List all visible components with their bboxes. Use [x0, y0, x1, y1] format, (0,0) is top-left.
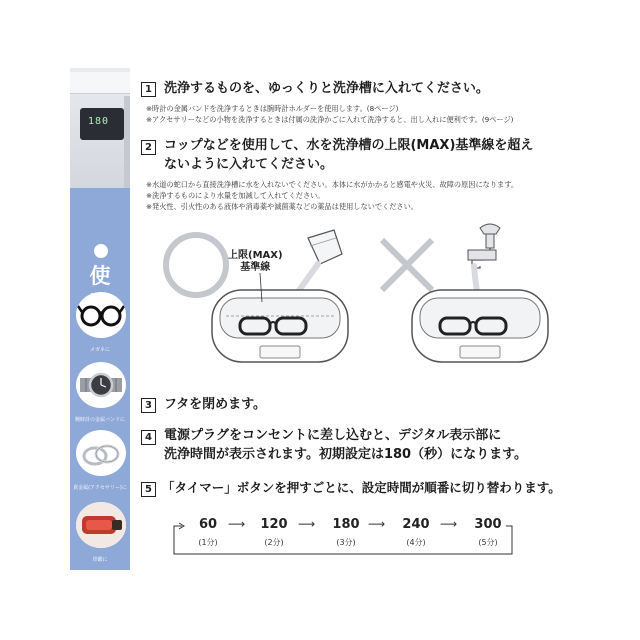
max-line-label-line-1: 上限(MAX) [228, 250, 283, 261]
thumb-caption-glasses: メガネに [89, 347, 110, 353]
timer-minutes-3: (3分) [336, 538, 356, 547]
arrow-right-icon: ⟶ [368, 517, 386, 531]
sidebar [70, 68, 130, 570]
device-lid [70, 72, 130, 94]
filling-illustration [150, 220, 570, 380]
thumb-caption-seal: 印鑑に [92, 557, 108, 563]
step-1-note-1: ※時計の金属バンドを洗浄するときは腕時計ホルダーを使用します。(8ページ) [146, 104, 399, 113]
timer-value-120: 120 [260, 517, 288, 532]
timer-value-240: 240 [402, 517, 430, 532]
thumb-caption-rings: 貴金属(アクセサリー)に [73, 485, 127, 491]
step-number-1: 1 [141, 82, 156, 97]
correct-circle-icon [166, 235, 226, 295]
step-4-text-line-1: 電源プラグをコンセントに差し込むと、デジタル表示部に [164, 428, 502, 443]
max-line-label-line-2: 基準線 [240, 262, 271, 273]
faucet-icon [468, 224, 500, 268]
timer-minutes-4: (4分) [406, 538, 426, 547]
step-4-text-line-2: 洗浄時間が表示されます。初期設定は180（秒）になります。 [164, 447, 528, 462]
step-3-text: フタを閉めます。 [164, 397, 267, 412]
wrong-cross-icon [382, 240, 432, 290]
step-number-2: 2 [141, 140, 156, 155]
step-2-note-2: ※洗浄するものにより水量を加減して入れてください。 [146, 191, 325, 200]
glasses-icon [76, 292, 126, 338]
arrow-right-icon: ⟶ [298, 517, 316, 531]
step-number-5: 5 [141, 482, 156, 497]
timer-value-60: 60 [198, 517, 218, 532]
timer-value-180: 180 [332, 517, 360, 532]
step-2-text-line-2: ないように入れてください。 [164, 157, 334, 172]
right-cleaner-device [412, 290, 548, 362]
timer-minutes-5: (5分) [478, 538, 498, 547]
rings-icon [76, 430, 126, 476]
seal-icon [76, 502, 126, 548]
sidebar-title-char-1: 使 [89, 264, 111, 288]
step-2-note-1: ※水道の蛇口から直接洗浄槽に水を入れないでください。本体に水がかかると感電や火災、故障の原因になります。 [146, 180, 519, 189]
step-number-4: 4 [141, 430, 156, 445]
timer-value-300: 300 [474, 517, 502, 532]
step-2-note-3: ※発火性、引火性のある液体や消毒薬や滅菌薬などの薬品は使用しないでください。 [146, 202, 418, 211]
step-2-text-line-1: コップなどを使用して、水を洗浄槽の上限(MAX)基準線を超え [164, 138, 534, 153]
max-line-label [228, 250, 283, 274]
timer-minutes-1: (1分) [198, 538, 218, 547]
timer-minutes-2: (2分) [264, 538, 284, 547]
device-image [70, 68, 130, 188]
watch-icon [76, 362, 126, 408]
step-1-text: 洗浄するものを、ゆっくりと洗浄槽に入れてください。 [164, 81, 489, 96]
arrow-right-icon: ⟶ [440, 517, 458, 531]
left-cleaner-device [212, 290, 348, 362]
cup-icon [308, 230, 342, 264]
device-edge [124, 96, 130, 188]
step-5-text: 「タイマー」ボタンを押すごとに、設定時間が順番に切り替わります。 [162, 480, 561, 495]
arrow-right-icon: ⟶ [228, 517, 246, 531]
bullet-circle-icon [94, 244, 108, 258]
thumb-caption-watch: 腕時計の金属バンドに [74, 417, 125, 423]
device-display-digits: 180 [88, 116, 110, 127]
step-number-3: 3 [141, 398, 156, 413]
step-1-note-2: ※アクセサリーなどの小物を洗浄するときは付属の洗浄かごに入れて洗浄すると、出し入れに便利です。(9ページ) [146, 115, 514, 124]
